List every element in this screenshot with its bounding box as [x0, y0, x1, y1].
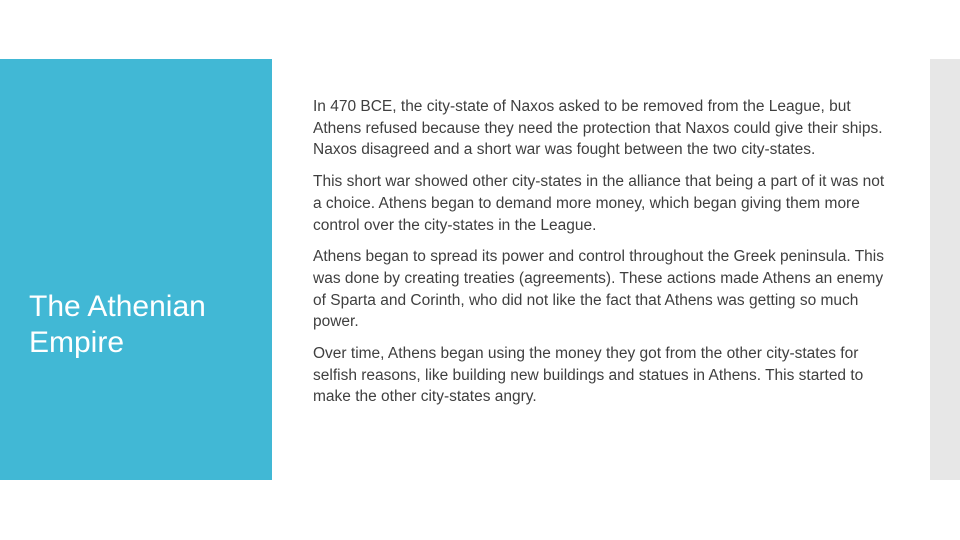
- slide-title: The Athenian Empire: [29, 290, 206, 359]
- title-panel: [0, 59, 272, 480]
- paragraph-1: In 470 BCE, the city-state of Naxos asked to be removed from the League, but Athens refused because they need the protection that Naxos could give their ships. Naxos disagreed and a short war was fought between the two city-states.: [313, 98, 883, 159]
- slide-body: [313, 96, 885, 418]
- side-accent-bar: [930, 59, 960, 480]
- paragraph-3: Athens began to spread its power and control throughout the Greek peninsula. This was done by creating treaties (agreements). These actions made Athens an enemy of Sparta and Corinth, who did not like the fact that Athens was getting so much power.: [313, 248, 884, 331]
- paragraph-2: This short war showed other city-states in the alliance that being a part of it was not a choice. Athens began to demand more money, which began giving them more control over the city-states in the League.: [313, 173, 885, 234]
- paragraph-4: Over time, Athens began using the money they got from the other city-states for selfish reasons, like building new buildings and statues in Athens. This started to make the other city-states angry.: [313, 345, 864, 406]
